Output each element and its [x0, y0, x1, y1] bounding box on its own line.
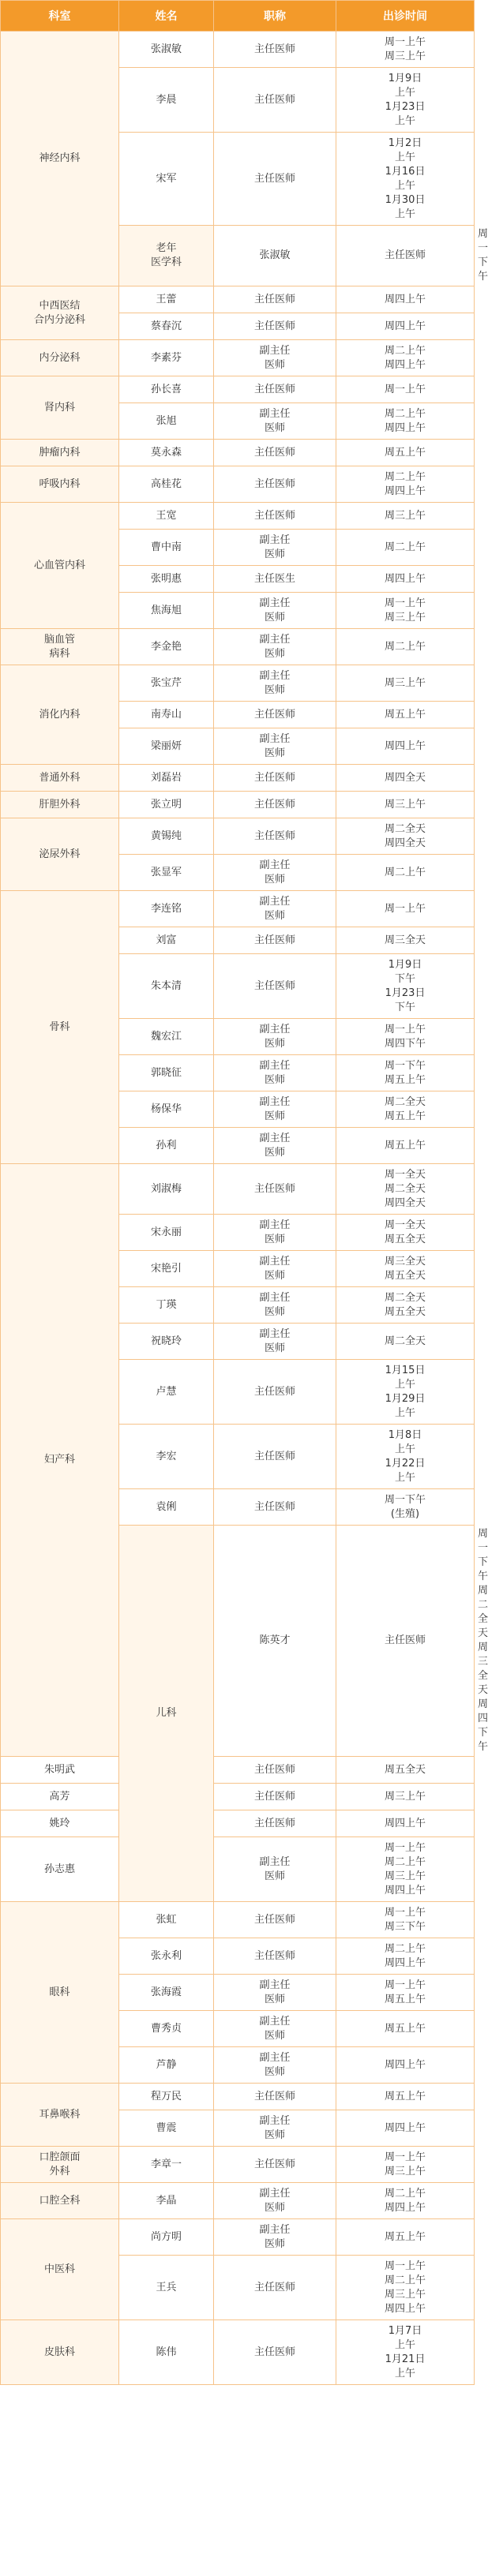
doctor-title-cell: 主任医师 — [214, 133, 336, 226]
doctor-name-cell: 张显军 — [119, 855, 214, 891]
doctor-title-cell: 主任医师 — [214, 818, 336, 855]
doctor-title-cell: 主任医师 — [214, 466, 336, 503]
doctor-name-cell: 陈伟 — [119, 2320, 214, 2385]
clinic-time-cell: 1月15日 上午 1月29日 上午 — [336, 1360, 475, 1425]
doctor-name-cell: 李金艳 — [119, 629, 214, 665]
department-cell: 皮肤科 — [1, 2320, 119, 2385]
table-row — [1, 340, 475, 376]
doctor-title-cell: 副主任 医师 — [214, 2047, 336, 2084]
clinic-time-cell: 周一下午 周五上午 — [336, 1055, 475, 1091]
doctor-name-cell: 张海霞 — [119, 1975, 214, 2011]
clinic-time-cell: 周二全天 周四全天 — [336, 818, 475, 855]
doctor-title-cell: 主任医师 — [336, 1526, 475, 1757]
doctor-name-cell: 孙长喜 — [119, 376, 214, 403]
doctor-name-cell: 李晨 — [119, 68, 214, 133]
doctor-title-cell: 主任医师 — [214, 2147, 336, 2183]
doctor-name-cell: 李晶 — [119, 2183, 214, 2219]
doctor-title-cell: 副主任 医师 — [214, 403, 336, 440]
clinic-time-cell: 周二上午 周四上午 — [336, 466, 475, 503]
doctor-name-cell: 丁瑛 — [119, 1287, 214, 1324]
doctor-name-cell: 宋永丽 — [119, 1215, 214, 1251]
department-cell: 心血管内科 — [1, 503, 119, 629]
doctor-name-cell: 张虹 — [119, 1902, 214, 1938]
clinic-time-cell: 周二全天 周五上午 — [336, 1091, 475, 1128]
department-cell: 儿科 — [119, 1526, 214, 1902]
doctor-title-cell: 主任医师 — [214, 1489, 336, 1526]
clinic-time-cell: 1月7日 上午 1月21日 上午 — [336, 2320, 475, 2385]
clinic-time-cell: 周二上午 — [336, 530, 475, 566]
table-row — [1, 32, 475, 68]
table-row — [1, 1164, 475, 1215]
doctor-title-cell: 主任医师 — [214, 702, 336, 728]
clinic-time-cell: 周四上午 — [336, 566, 475, 593]
doctor-title-cell: 主任医师 — [214, 2256, 336, 2320]
doctor-name-cell: 李章一 — [119, 2147, 214, 2183]
clinic-time-cell: 周一上午 周三下午 — [336, 1902, 475, 1938]
clinic-time-cell: 周一上午 周三上午 — [336, 32, 475, 68]
table-row: 老年 医学科 张淑敏 主任医师 周一下午 — [1, 226, 475, 286]
clinic-time-cell: 周一下午 (生殖) — [336, 1489, 475, 1526]
doctor-title-cell: 主任医师 — [214, 1902, 336, 1938]
department-cell: 脑血管 病科 — [1, 629, 119, 665]
doctor-title-cell: 主任医师 — [214, 927, 336, 954]
clinic-time-cell: 周一全天 周二全天 周四全天 — [336, 1164, 475, 1215]
doctor-title-cell: 主任医师 — [214, 2320, 336, 2385]
doctor-title-cell: 副主任 医师 — [214, 530, 336, 566]
clinic-time-cell: 周一上午 周三上午 — [336, 2147, 475, 2183]
table-row — [1, 2320, 475, 2385]
header-dept: 科室 — [1, 1, 119, 32]
doctor-name-cell: 宋军 — [119, 133, 214, 226]
doctor-title-cell: 主任医师 — [214, 440, 336, 466]
department-cell: 内分泌科 — [1, 340, 119, 376]
doctor-title-cell: 副主任 医师 — [214, 891, 336, 927]
doctor-title-cell: 主任医师 — [214, 1164, 336, 1215]
doctor-name-cell: 曹中南 — [119, 530, 214, 566]
doctor-name-cell: 张立明 — [119, 792, 214, 818]
doctor-title-cell: 主任医生 — [214, 566, 336, 593]
doctor-name-cell: 芦静 — [119, 2047, 214, 2084]
doctor-title-cell: 主任医师 — [214, 68, 336, 133]
clinic-time-cell: 周二全天 — [336, 1324, 475, 1360]
doctor-name-cell: 尚方明 — [119, 2219, 214, 2256]
doctor-title-cell: 副主任 医师 — [214, 855, 336, 891]
clinic-time-cell: 周四上午 — [336, 728, 475, 765]
doctor-title-cell: 副主任 医师 — [214, 1019, 336, 1055]
clinic-time-cell: 周三全天 周五全天 — [336, 1251, 475, 1287]
clinic-time-cell: 周三上午 — [336, 1784, 475, 1810]
header-name: 姓名 — [119, 1, 214, 32]
doctor-name-cell: 程万民 — [119, 2084, 214, 2110]
doctor-name-cell: 王宽 — [119, 503, 214, 530]
table-row — [1, 1810, 475, 1837]
doctor-title-cell: 副主任 医师 — [214, 2110, 336, 2147]
doctor-title-cell: 副主任 医师 — [214, 629, 336, 665]
table-row — [1, 1902, 475, 1938]
table-row — [1, 665, 475, 702]
table-row: 儿科 陈英才 主任医师 周一下午 周二全天 周三全天 周四下午 — [1, 1526, 475, 1757]
schedule-body — [1, 32, 488, 2385]
doctor-name-cell: 张明惠 — [119, 566, 214, 593]
department-cell: 口腔颌面 外科 — [1, 2147, 119, 2183]
doctor-title-cell: 主任医师 — [214, 503, 336, 530]
table-row — [1, 2183, 475, 2219]
table-row — [1, 2219, 475, 2256]
clinic-time-cell: 周一上午 周四下午 — [336, 1019, 475, 1055]
doctor-title-cell: 副主任 医师 — [214, 665, 336, 702]
table-row — [1, 2084, 475, 2110]
doctor-name-cell: 张宝芹 — [119, 665, 214, 702]
doctor-name-cell: 李素芬 — [119, 340, 214, 376]
clinic-time-cell: 周一上午 周二上午 周三上午 周四上午 — [336, 1837, 475, 1902]
clinic-time-cell: 周五上午 — [336, 2011, 475, 2047]
clinic-time-cell: 周四上午 — [336, 313, 475, 340]
clinic-time-cell: 周一上午 周五上午 — [336, 1975, 475, 2011]
doctor-title-cell: 主任医师 — [336, 226, 475, 286]
doctor-name-cell: 卢慧 — [119, 1360, 214, 1425]
clinic-time-cell: 周四上午 — [336, 286, 475, 313]
department-cell: 消化内科 — [1, 665, 119, 765]
department-cell: 神经内科 — [1, 32, 119, 286]
doctor-name-cell: 梁丽妍 — [119, 728, 214, 765]
department-cell: 骨科 — [1, 891, 119, 1164]
clinic-time-cell: 周三上午 — [336, 503, 475, 530]
clinic-time-cell: 周二上午 周四上午 — [336, 2183, 475, 2219]
department-cell: 肿瘤内科 — [1, 440, 119, 466]
clinic-time-cell: 1月8日 上午 1月22日 上午 — [336, 1425, 475, 1489]
doctor-name-cell: 焦海旭 — [119, 593, 214, 629]
table-row — [1, 1757, 475, 1784]
doctor-name-cell: 宋艳引 — [119, 1251, 214, 1287]
table-row — [1, 503, 475, 530]
department-cell: 泌尿外科 — [1, 818, 119, 891]
doctor-title-cell: 主任医师 — [214, 792, 336, 818]
clinic-time-cell: 周五上午 — [336, 2084, 475, 2110]
clinic-time-cell: 周二上午 周四上午 — [336, 340, 475, 376]
department-cell: 妇产科 — [1, 1164, 119, 1757]
doctor-title-cell: 主任医师 — [214, 1938, 336, 1975]
doctor-title-cell: 副主任 医师 — [214, 1215, 336, 1251]
doctor-name-cell: 高芳 — [1, 1784, 119, 1810]
doctor-name-cell: 张永利 — [119, 1938, 214, 1975]
department-cell: 呼吸内科 — [1, 466, 119, 503]
clinic-time-cell: 周三上午 — [336, 665, 475, 702]
doctor-name-cell: 刘富 — [119, 927, 214, 954]
doctor-name-cell: 袁俐 — [119, 1489, 214, 1526]
department-cell: 眼科 — [1, 1902, 119, 2084]
doctor-title-cell: 主任医师 — [214, 376, 336, 403]
table-row — [1, 1784, 475, 1810]
doctor-name-cell: 刘磊岩 — [119, 765, 214, 792]
table-row — [1, 818, 475, 855]
clinic-time-cell: 1月9日 下午 1月23日 下午 — [336, 954, 475, 1019]
doctor-name-cell: 黄锡纯 — [119, 818, 214, 855]
doctor-title-cell: 副主任 医师 — [214, 1975, 336, 2011]
table-row — [1, 2147, 475, 2183]
table-row — [1, 891, 475, 927]
clinic-time-cell: 周一全天 周五全天 — [336, 1215, 475, 1251]
clinic-time-cell: 周四上午 — [336, 1810, 475, 1837]
department-cell: 普通外科 — [1, 765, 119, 792]
clinic-time-cell: 周四上午 — [336, 2110, 475, 2147]
doctor-name-cell: 王兵 — [119, 2256, 214, 2320]
doctor-name-cell: 魏宏江 — [119, 1019, 214, 1055]
clinic-time-cell: 周五上午 — [336, 2219, 475, 2256]
doctor-title-cell: 副主任 医师 — [214, 1837, 336, 1902]
table-row — [1, 466, 475, 503]
clinic-time-cell: 周五上午 — [336, 1128, 475, 1164]
clinic-time-cell: 周二上午 周四上午 — [336, 1938, 475, 1975]
clinic-time-cell: 周一上午 周三上午 — [336, 593, 475, 629]
doctor-title-cell: 副主任 医师 — [214, 2011, 336, 2047]
doctor-name-cell: 张旭 — [119, 403, 214, 440]
doctor-name-cell: 王蕾 — [119, 286, 214, 313]
clinic-time-cell: 周五上午 — [336, 702, 475, 728]
table-row — [1, 1837, 475, 1902]
doctor-title-cell: 副主任 医师 — [214, 1324, 336, 1360]
clinic-time-cell: 周三全天 — [336, 927, 475, 954]
doctor-name-cell: 姚玲 — [1, 1810, 119, 1837]
clinic-time-cell: 1月9日 上午 1月23日 上午 — [336, 68, 475, 133]
clinic-time-cell: 周二上午 — [336, 629, 475, 665]
doctor-name-cell: 陈英才 — [214, 1526, 336, 1757]
doctor-title-cell: 副主任 医师 — [214, 340, 336, 376]
table-row — [1, 376, 475, 403]
doctor-name-cell: 朱本清 — [119, 954, 214, 1019]
doctor-name-cell: 孙利 — [119, 1128, 214, 1164]
table-row — [1, 629, 475, 665]
clinic-time-cell: 周五全天 — [336, 1757, 475, 1784]
department-cell: 肝胆外科 — [1, 792, 119, 818]
clinic-time-cell: 1月2日 上午 1月16日 上午 1月30日 上午 — [336, 133, 475, 226]
doctor-title-cell: 副主任 医师 — [214, 593, 336, 629]
department-cell: 中西医结 合内分泌科 — [1, 286, 119, 340]
doctor-title-cell: 副主任 医师 — [214, 1128, 336, 1164]
doctor-title-cell: 主任医师 — [214, 1784, 336, 1810]
doctor-name-cell: 张淑敏 — [119, 32, 214, 68]
doctor-title-cell: 主任医师 — [214, 1360, 336, 1425]
department-cell: 肾内科 — [1, 376, 119, 440]
department-cell: 耳鼻喉科 — [1, 2084, 119, 2147]
clinic-time-cell: 周一上午 — [336, 891, 475, 927]
clinic-time-cell: 周一上午 周二上午 周三上午 周四上午 — [336, 2256, 475, 2320]
doctor-title-cell: 副主任 医师 — [214, 1287, 336, 1324]
department-cell: 中医科 — [1, 2219, 119, 2320]
doctor-title-cell: 副主任 医师 — [214, 1055, 336, 1091]
clinic-time-cell: 周二上午 — [336, 855, 475, 891]
clinic-time-cell: 周五上午 — [336, 440, 475, 466]
table-row — [1, 286, 475, 313]
doctor-name-cell: 曹秀贞 — [119, 2011, 214, 2047]
doctor-name-cell: 朱明武 — [1, 1757, 119, 1784]
header-title: 职称 — [214, 1, 336, 32]
department-cell: 老年 医学科 — [119, 226, 214, 286]
header-time: 出诊时间 — [336, 1, 475, 32]
doctor-title-cell: 副主任 医师 — [214, 2183, 336, 2219]
doctor-title-cell: 主任医师 — [214, 1425, 336, 1489]
clinic-time-cell: 周二上午 周四上午 — [336, 403, 475, 440]
doctor-name-cell: 曹震 — [119, 2110, 214, 2147]
table-row — [1, 440, 475, 466]
doctor-name-cell: 郭晓征 — [119, 1055, 214, 1091]
doctor-title-cell: 主任医师 — [214, 954, 336, 1019]
doctor-name-cell: 蔡春沉 — [119, 313, 214, 340]
doctor-title-cell: 副主任 医师 — [214, 728, 336, 765]
doctor-title-cell: 主任医师 — [214, 765, 336, 792]
doctor-name-cell: 张淑敏 — [214, 226, 336, 286]
doctor-name-cell: 孙志惠 — [1, 1837, 119, 1902]
doctor-title-cell: 主任医师 — [214, 1757, 336, 1784]
clinic-time-cell: 周四上午 — [336, 2047, 475, 2084]
clinic-time-cell: 周二全天 周五全天 — [336, 1287, 475, 1324]
doctor-title-cell: 主任医师 — [214, 286, 336, 313]
doctor-title-cell: 副主任 医师 — [214, 1091, 336, 1128]
clinic-time-cell: 周三上午 — [336, 792, 475, 818]
doctor-name-cell: 祝晓玲 — [119, 1324, 214, 1360]
doctor-name-cell: 李宏 — [119, 1425, 214, 1489]
table-row — [1, 765, 475, 792]
doctor-name-cell: 杨保华 — [119, 1091, 214, 1128]
doctor-name-cell: 李连铭 — [119, 891, 214, 927]
department-cell: 口腔全科 — [1, 2183, 119, 2219]
clinic-time-cell: 周一上午 — [336, 376, 475, 403]
doctor-name-cell: 南寿山 — [119, 702, 214, 728]
doctor-title-cell: 主任医师 — [214, 32, 336, 68]
doctor-name-cell: 莫永森 — [119, 440, 214, 466]
doctor-title-cell: 主任医师 — [214, 2084, 336, 2110]
doctor-title-cell: 副主任 医师 — [214, 2219, 336, 2256]
clinic-time-cell: 周四全天 — [336, 765, 475, 792]
doctor-title-cell: 主任医师 — [214, 313, 336, 340]
doctor-title-cell: 主任医师 — [214, 1810, 336, 1837]
doctor-name-cell: 刘淑梅 — [119, 1164, 214, 1215]
header-row — [1, 1, 475, 32]
doctor-name-cell: 高桂花 — [119, 466, 214, 503]
doctor-title-cell: 副主任 医师 — [214, 1251, 336, 1287]
table-row — [1, 792, 475, 818]
